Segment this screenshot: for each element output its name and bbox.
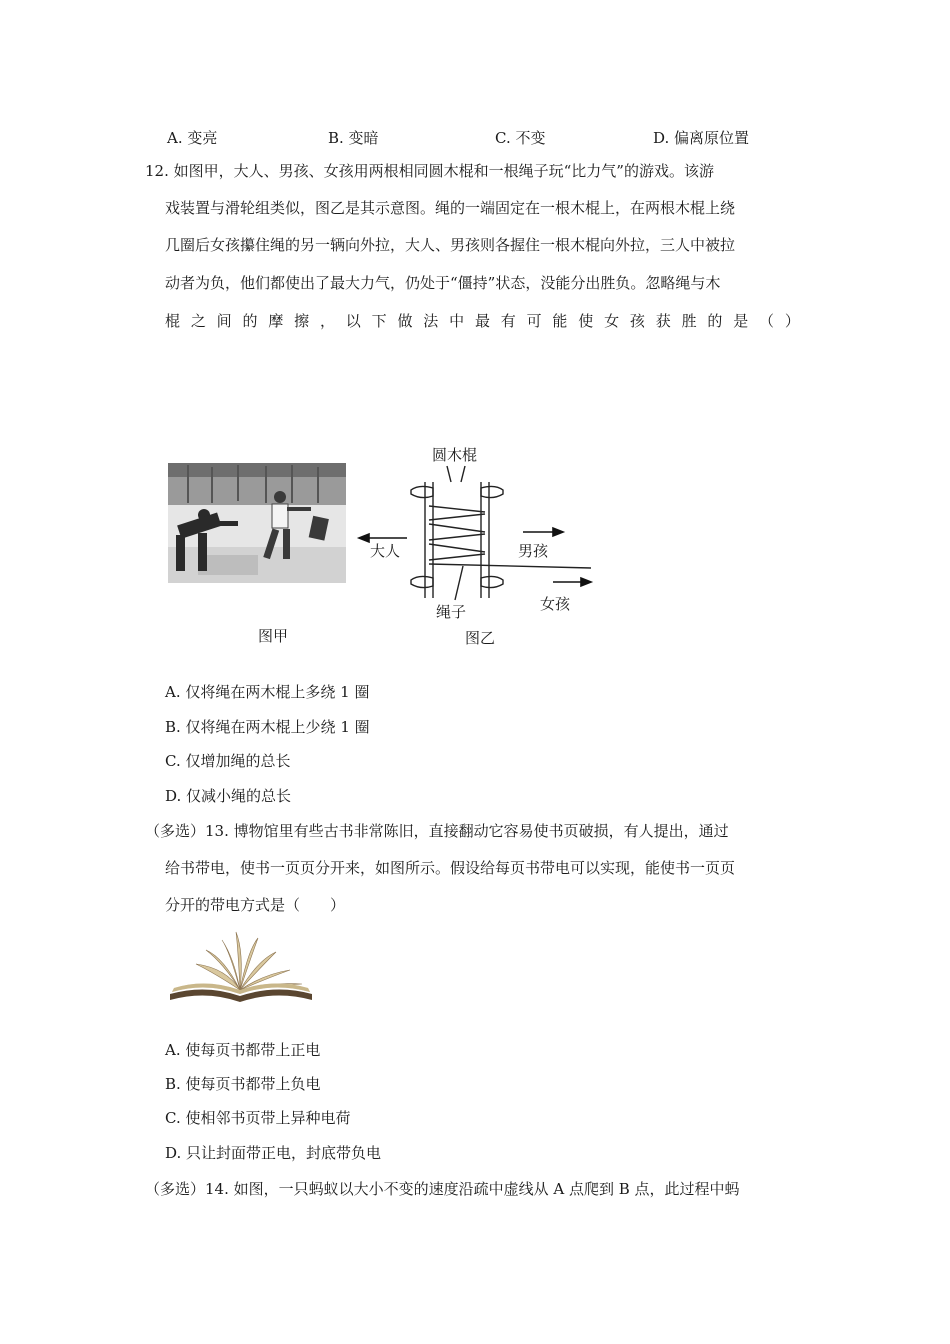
figure-jia-caption: 图甲	[258, 627, 289, 645]
q13-option-c: C. 使相邻书页带上异种电荷	[165, 1109, 351, 1127]
q12-option-d: D. 仅减小绳的总长	[165, 787, 292, 805]
q12-option-b: B. 仅将绳在两木棍上少绕 1 圈	[165, 718, 370, 736]
stick-label: 圆木棍	[432, 446, 478, 464]
q13-stem-line-2: 给书带电，使书一页页分开来，如图所示。假设给每页书带电可以实现，能使书一页页	[165, 859, 736, 877]
q13-stem-line-3: 分开的带电方式是（ ）	[165, 896, 346, 914]
q14-stem-line-1: （多选）14. 如图，一只蚂蚁以大小不变的速度沿疏中虚线从 A 点爬到 B 点，此过程中蚂	[145, 1180, 740, 1198]
boy-label: 男孩	[518, 542, 549, 560]
q13-option-d: D. 只让封面带正电，封底带负电	[165, 1144, 382, 1162]
q11-option-d: D. 偏离原位置	[653, 129, 750, 147]
figure-jia-photo	[168, 463, 346, 583]
adult-label: 大人	[370, 542, 401, 560]
figure-yi-caption: 图乙	[465, 629, 496, 647]
q12-stem-line-2: 戏装置与滑轮组类似，图乙是其示意图。绳的一端固定在一根木棍上，在两根木棍上绕	[165, 199, 736, 217]
q12-stem-line-1: 12. 如图甲，大人、男孩、女孩用两根相同圆木棍和一根绳子玩“比力气”的游戏。该游	[145, 162, 714, 180]
book-illustration	[166, 928, 316, 1002]
q12-option-a: A. 仅将绳在两木棍上多绕 1 圈	[165, 683, 370, 701]
rope-label: 绳子	[436, 603, 467, 621]
girl-label: 女孩	[540, 595, 571, 613]
q12-stem-line-5: 棍 之 间 的 摩 擦 ， 以 下 做 法 中 最 有 可 能 使 女 孩 获 胜 的 是 （ ）	[165, 312, 800, 330]
q13-option-b: B. 使每页书都带上负电	[165, 1075, 321, 1093]
q12-stem-line-3: 几圈后女孩攥住绳的另一辆向外拉，大人、男孩则各握住一根木棍向外拉，三人中被拉	[165, 236, 736, 254]
q13-option-a: A. 使每页书都带上正电	[165, 1041, 321, 1059]
q13-stem-line-1: （多选）13. 博物馆里有些古书非常陈旧，直接翻动它容易使书页破损，有人提出，通过	[145, 822, 729, 840]
q12-option-c: C. 仅增加绳的总长	[165, 752, 291, 770]
q12-stem-line-4: 动者为负，他们都使出了最大力气，仍处于“僵持”状态，没能分出胜负。忽略绳与木	[165, 274, 721, 292]
q11-option-a: A. 变亮	[167, 129, 218, 147]
q11-option-b: B. 变暗	[328, 129, 379, 147]
q11-option-c: C. 不变	[495, 129, 546, 147]
